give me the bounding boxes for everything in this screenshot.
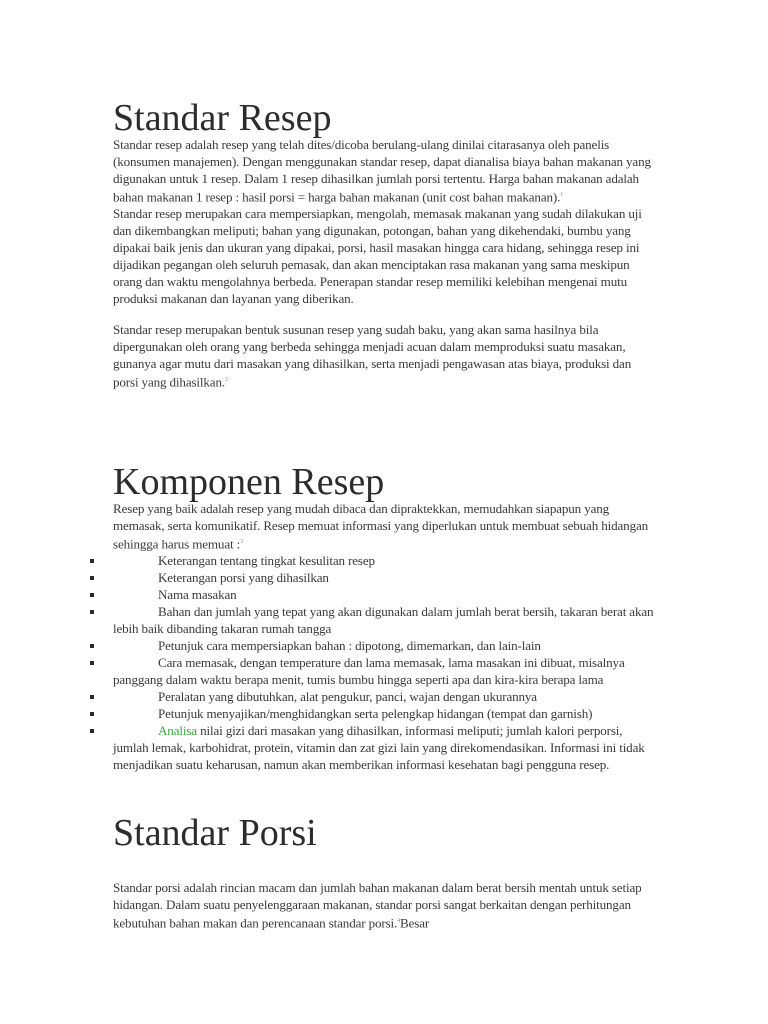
- list-item-text: Nama masakan: [158, 587, 237, 602]
- paragraph-text: Besar: [400, 915, 430, 931]
- footnote-marker: 1: [560, 192, 564, 198]
- footnote-marker: 2: [224, 377, 228, 384]
- heading-standar-porsi: Standar Porsi: [113, 812, 317, 854]
- list-item: [88, 654, 658, 688]
- analisa-link[interactable]: Analisa: [158, 723, 197, 738]
- list-item-text: Peralatan yang dibutuhkan, alat pengukur, panci, wajan dengan ukurannya: [158, 689, 537, 704]
- bullet-icon: [90, 559, 94, 563]
- list-item: [88, 637, 658, 654]
- list-item-text: Bahan dan jumlah yang tepat yang akan digunakan dalam jumlah berat bersih, takaran berat akan lebih baik dibanding takaran rumah tangga: [113, 604, 654, 636]
- list-item-text: nilai gizi dari masakan yang dihasilkan, informasi meliputi; jumlah kalori perporsi, jumlah lemak, karbohidrat, protein, vitamin dan zat gizi lain yang direkomendasikan. Informasi ini tidak menjadikan suatu keharusan, namun akan memberikan informasi kesehatan bagi pengguna resep.: [113, 723, 645, 772]
- list-item: [88, 552, 658, 569]
- paragraph: [113, 321, 658, 390]
- paragraph-text: Standar resep merupakan bentuk susunan resep yang sudah baku, yang akan sama hasilnya bila dipergunakan oleh orang yang berbeda sehingga menjadi acuan dalam memproduksi suatu masakan, gunanya agar mutu dari masakan yang dihasilkan, serta menjadi pengawasan atas biaya, produksi dan porsi yang dihasilkan.: [113, 322, 632, 390]
- list-item: [88, 586, 658, 603]
- footnote-marker: 4: [397, 918, 401, 924]
- list-item-text: Keterangan porsi yang dihasilkan: [158, 570, 329, 585]
- paragraph: [113, 500, 658, 552]
- list-item: [88, 603, 658, 637]
- section-standar-resep-body: [113, 136, 658, 391]
- bullet-icon: [90, 661, 94, 665]
- paragraph-text: Standar resep adalah resep yang telah dites/dicoba berulang-ulang dinilai citarasanya oleh panelis (konsumen manajemen). Dengan menggunakan standar resep, dapat dianalisa biaya bahan makanan yang digunakan untuk 1 resep. Dalam 1 resep dihasilkan jumlah porsi tertentu. Harga bahan makanan adalah bahan makanan 1 resep : hasil porsi = harga bahan makanan (unit cost bahan makanan).: [113, 137, 651, 205]
- list-item: [88, 569, 658, 586]
- list-item: [88, 722, 658, 773]
- section-standar-porsi-body: [113, 879, 658, 931]
- list-item-text: Keterangan tentang tingkat kesulitan resep: [158, 553, 375, 568]
- heading-komponen-resep: Komponen Resep: [113, 461, 385, 503]
- bullet-icon: [90, 695, 94, 699]
- bullet-icon: [90, 593, 94, 597]
- list-item: [88, 688, 658, 705]
- list-item-text: Petunjuk menyajikan/menghidangkan serta pelengkap hidangan (tempat dan garnish): [158, 706, 593, 721]
- komponen-list: [88, 552, 658, 773]
- paragraph: Standar resep merupakan cara mempersiapkan, mengolah, memasak makanan yang sudah dilakukan uji dan dikembangkan meliputi; bahan yang digunakan, potongan, bahan yang dikehendaki, bumbu yang dipakai baik jenis dan ukuran yang dipakai, porsi, hasil masakan hingga cara hidang, sehingga resep ini dijadikan pegangan oleh seluruh pemasak, dan akan menciptakan rasa makanan yang sama meskipun orang dan waktu mengolahnya berbeda. Penerapan standar resep memiliki kelebihan mengenai mutu produksi makanan dan layanan yang diberikan.: [113, 206, 642, 307]
- heading-standar-resep: Standar Resep: [113, 97, 332, 139]
- section-komponen-resep-intro: [113, 500, 658, 552]
- paragraph: [113, 136, 658, 205]
- bullet-icon: [90, 576, 94, 580]
- bullet-icon: [90, 729, 94, 733]
- paragraph-text: Standar porsi adalah rincian macam dan jumlah bahan makanan dalam berat bersih mentah untuk setiap hidangan. Dalam suatu penyelenggaraan makanan, standar porsi sangat berkaitan dengan perhitungan kebutuhan bahan makan dan perencanaan standar porsi.: [113, 880, 642, 931]
- paragraph: [113, 879, 658, 931]
- footnote-marker: 3: [240, 539, 243, 545]
- list-item: [88, 705, 658, 722]
- bullet-icon: [90, 712, 94, 716]
- list-item-text: Petunjuk cara mempersiapkan bahan : dipotong, dimemarkan, dan lain-lain: [158, 638, 541, 653]
- bullet-icon: [90, 644, 94, 648]
- bullet-icon: [90, 610, 94, 614]
- paragraph-text: Resep yang baik adalah resep yang mudah dibaca dan dipraktekkan, memudahkan siapapun yang memasak, serta komunikatif. Resep memuat informasi yang diperlukan untuk membuat sebuah hidangan sehingga harus memuat :: [113, 501, 649, 552]
- list-item-text: Cara memasak, dengan temperature dan lama memasak, lama masakan ini dibuat, misalnya panggang dalam waktu berapa menit, tumis bumbu hingga seperti apa dan kira-kira berapa lama: [113, 655, 625, 687]
